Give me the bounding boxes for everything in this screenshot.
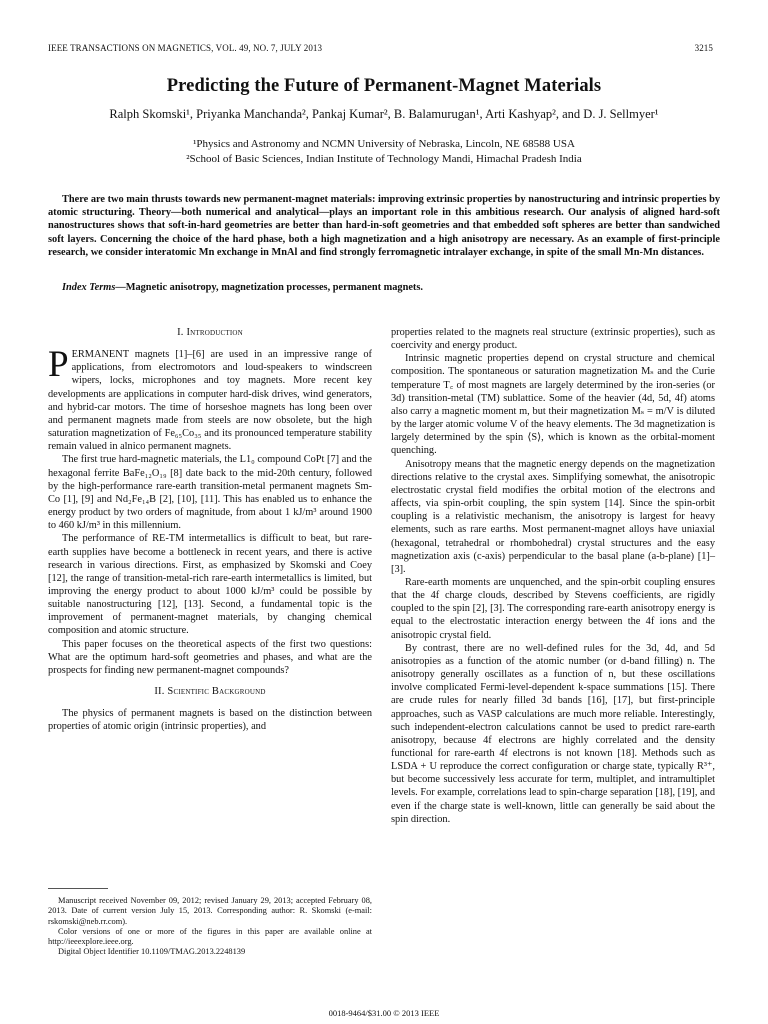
body-paragraph: By contrast, there are no well-defined rules for the 3d, 4d, and 5d anisotropies as a function of the atomic number (or d-band filling) n. The anisotropy generally oscillates as a function of n, but these oscillations involve complicated Fermi-level-dependent k-space summations [15]. There are crude rules for nearly filled 3d bands [16], [17], but first-principle approaches, such as VASP calculations are much more reliable. Interestingly, such independent-electron calculations cannot be used to predict rare-earth anisotropy, because 4f electrons are highly correlated and the density functional for rare-earth 4f electrons is not known [18]. Methods such as LSDA + U reproduce the correct configuration or charge state, typically R³⁺, but become successively less accurate for term, multiplet, and intramultiplet levels. For example, correlations lead to spin-charge separation [18], [19], and even if the charge state is well-known, little can generally be said about the spin direction.: [391, 642, 715, 825]
section-number: II.: [154, 686, 165, 698]
intro-paragraph-4: This paper focuses on the theoretical aspects of the first two questions: What are the optimum hard-soft geometries and phases, and what are the prospects for finding new permanent-magnet compounds?: [48, 638, 372, 676]
journal-header: IEEE TRANSACTIONS ON MAGNETICS, VOL. 49, NO. 7, JULY 2013: [48, 43, 323, 53]
background-paragraph-1: The physics of permanent magnets is based on the distinction between properties of atomic origin (intrinsic properties), and: [48, 708, 372, 733]
footnotes: [48, 896, 372, 958]
section-title: Introduction: [186, 327, 243, 338]
section-heading-background: [48, 685, 372, 698]
intro-paragraph-1: [48, 344, 372, 453]
intro-paragraph-2: The first true hard-magnetic materials, the L1₀ compound CoPt [7] and the hexagonal ferrite BaFe₁₂O₁₉ [8] date back to the mid-20th century, followed by the high-performance rare-earth transition-metal permanent magnets Sm-Co [1], [9] and Nd₂Fe₁₄B [2], [10], [11]. This has enabled us to enhance the energy product by two orders of magnitude, from about 1 kJ/m³ around 1900 to 460 kJ/m³ in this millennium.: [48, 454, 372, 532]
page-number: 3215: [694, 43, 713, 53]
author-list: Ralph Skomski¹, Priyanka Manchanda², Pankaj Kumar², B. Balamurugan¹, Arti Kashyap², and D. J. Sellmyer¹: [109, 107, 659, 121]
footnote-divider: [48, 888, 108, 889]
body-paragraph: Intrinsic magnetic properties depend on crystal structure and chemical composition. The spontaneous or saturation magnetization Mₛ and the Curie temperature T꜀ of most magnets are largely determined by the iron-series (or 3d) transition-metal (TM) sublattice. Some of the heavier (4d, 5d, 4f) atoms also carry a magnetic moment m, but their magnetization Mₛ = m/V is diluted by the larger atomic volume V of the heavy elements. The 3d magnetization is largely determined by the spin ⟨S⟩, which is known as the orbital-moment quenching.: [391, 353, 715, 457]
intro-paragraph-1-text: ERMANENT magnets [1]–[6] are used in an impressive range of applications, from electromotors and loud-speakers to windscreen wipers, locks, microphones and toy magnets. More recent key developments are applications in computer hard-disk drives, wind generators, and hybrid-car motors. The time of horseshoe magnets has long been over and permanent magnets made from steels are now obsolete, but the high saturation magnetization of Fe₆₅Co₃₅ and its pronounced temperature stability remain valued in alnico permanent magnets.: [48, 349, 372, 453]
abstract: There are two main thrusts towards new permanent-magnet materials: improving extrinsic properties by nanostructuring and intrinsic properties by atomic structuring. Theory—both numerical and analytical—plays an important role in this ambitious research. Our analysis of aligned hard-soft nanostructures shows that soft-in-hard geometries are better than hard-in-soft geometries and that embedded soft spheres are better than sandwiched soft layers. Concerning the choice of the hard phase, both a high magnetization and a high anisotropy are necessary. As an example of first-principle research, we consider interatomic Mn exchange in MnAl and find strongly ferromagnetic intralayer exchange, in spite of the small Mn-Mn distances.: [48, 194, 720, 258]
copyright-footer: 0018-9464/$31.00 © 2013 IEEE: [328, 1008, 440, 1018]
index-terms-label: Index Terms: [62, 282, 116, 293]
left-column: [48, 326, 372, 734]
body-paragraph: properties related to the magnets real structure (extrinsic properties), such as coercivity and energy product.: [391, 327, 715, 352]
paper-title: Predicting the Future of Permanent-Magnet Materials: [166, 76, 602, 96]
intro-paragraph-3: The performance of RE-TM intermetallics is difficult to beat, but rare-earth supplies have become a bottleneck in recent years, and there is active research in various directions. First, as emphasized by Skomski and Coey [12], the range of transition-metal-rich rare-earth intermetallics is limited, but improving the energy product to about 1000 kJ/m³ could be possible by suitable nanostructuring [12], [13]. Second, a fundamental topic is the improvement of permanent-magnet materials, by changing chemical composition and atomic structure.: [48, 533, 372, 637]
section-heading-introduction: [48, 326, 372, 339]
right-column: [391, 326, 715, 826]
affiliation-2: ²School of Basic Sciences, Indian Institute of Technology Mandi, Himachal Pradesh India: [186, 153, 582, 165]
index-terms-text: —Magnetic anisotropy, magnetization processes, permanent magnets.: [115, 282, 423, 293]
footnote-manuscript: Manuscript received November 09, 2012; revised January 29, 2013; accepted February 08, 2013. Date of current version July 15, 2013. Corresponding author: R. Skomski (e-mail: rskomski@neb.rr.com).: [48, 896, 372, 926]
affiliation-1: ¹Physics and Astronomy and NCMN University of Nebraska, Lincoln, NE 68588 USA: [193, 138, 575, 150]
body-paragraph: Rare-earth moments are unquenched, and the spin-orbit coupling ensures that the 4f charge clouds, described by Stevens coefficients, are rigidly coupled to the spin [2], [3]. The corresponding rare-earth anisotropy energy is equal to the electrostatic interaction energy between the 4f ions and the anisotropic crystal field.: [391, 576, 715, 641]
footnote-color-versions: Color versions of one or more of the figures in this paper are available online at http://ieeexplore.ieee.org.: [48, 926, 372, 947]
drop-cap: P: [48, 344, 69, 386]
footnote-doi: Digital Object Identifier 10.1109/TMAG.2013.2248139: [58, 947, 246, 957]
section-title: Scientific Background: [167, 686, 266, 698]
index-terms: [48, 281, 720, 294]
section-number: I.: [177, 327, 184, 338]
body-paragraph: Anisotropy means that the magnetic energy depends on the magnetization directions relative to the crystal axes. Simplifying somewhat, the anisotropic electrostatic crystal field modifies the orbital motion of the electrons and affects, via spin-orbit coupling, the spin system [14]. Since the spin-orbit coupling is a relativistic mechanism, the anisotropy is largest for heavy elements, such as rare earths. Most permanent-magnet alloys have uniaxial (hexagonal, tetrahedral or rhombohedral) crystal structures and the easy magnetization axis (c-axis) perpendicular to the basal plane (a-b-plane) [1]–[3].: [391, 458, 715, 575]
